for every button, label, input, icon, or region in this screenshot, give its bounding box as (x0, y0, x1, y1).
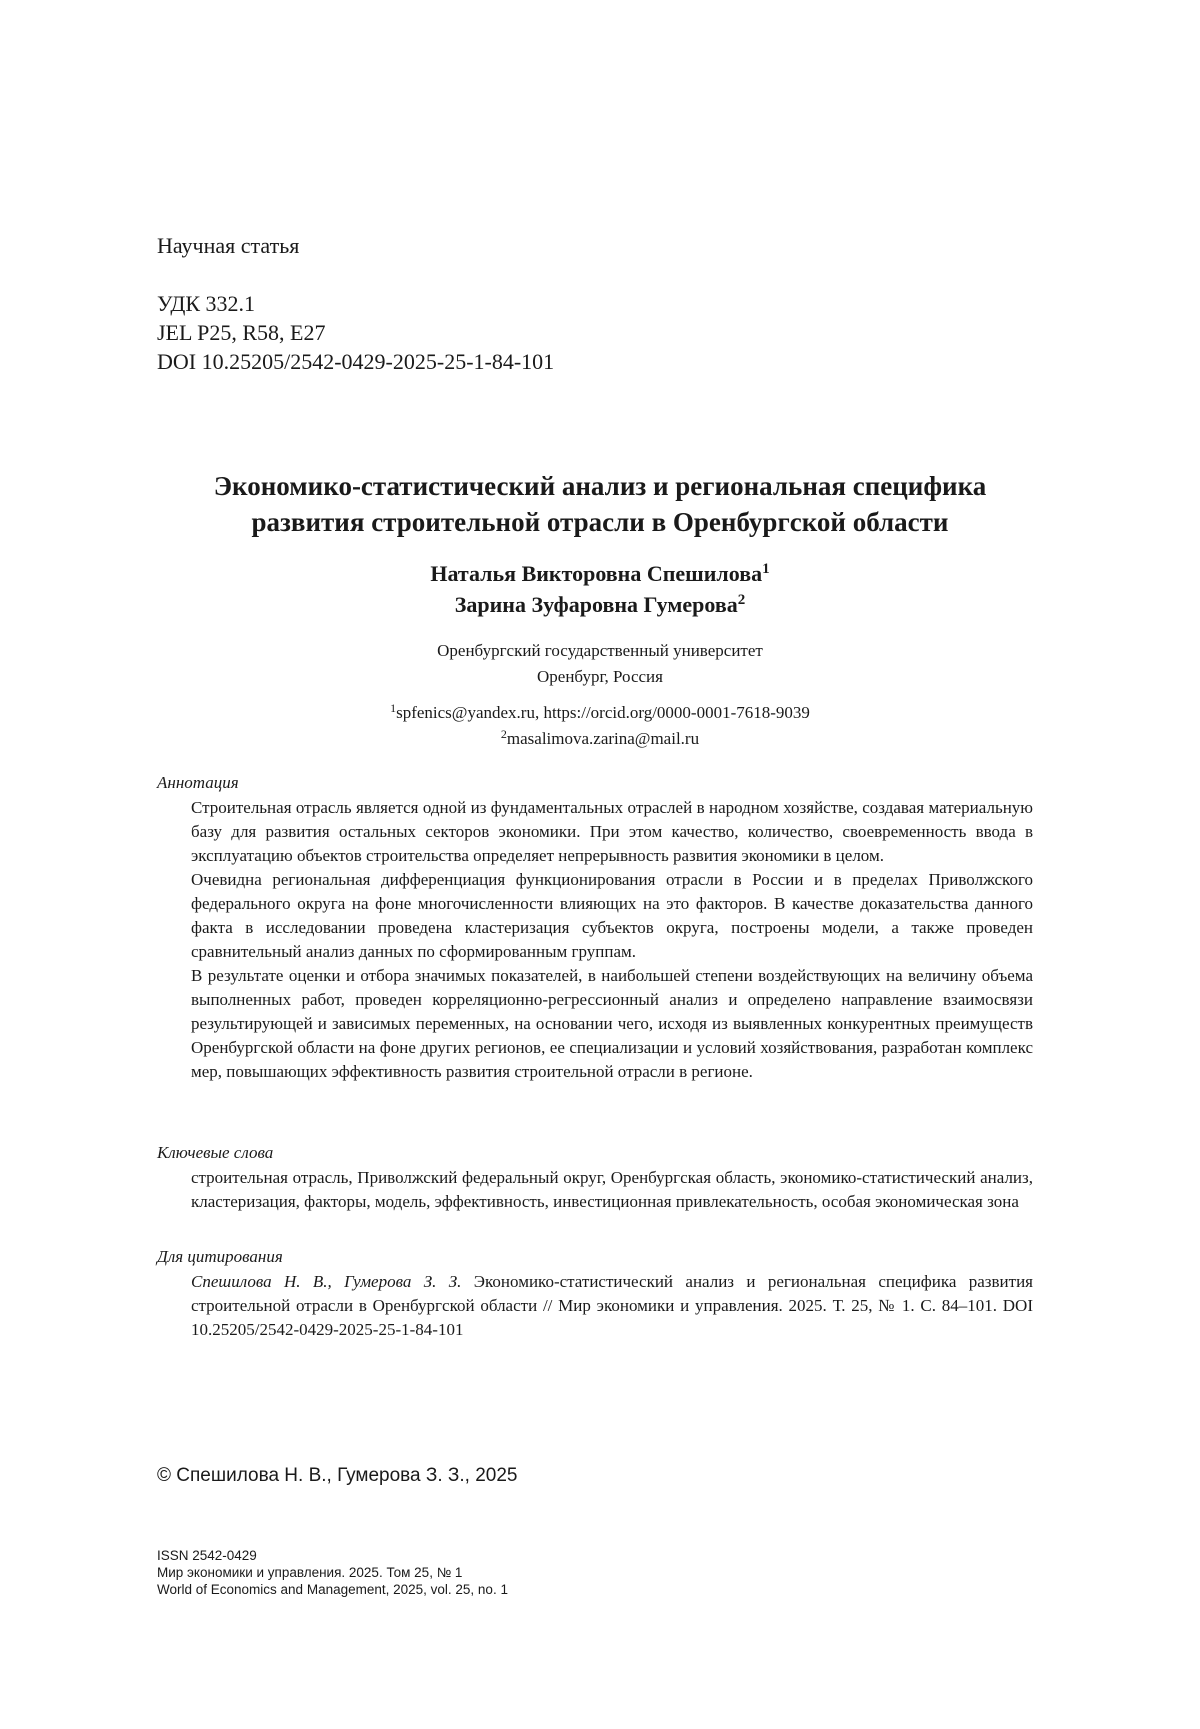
copyright: © Спешилова Н. В., Гумерова З. З., 2025 (157, 1465, 518, 1486)
udk-code: УДК 332.1 (157, 291, 256, 316)
article-title (100, 468, 1100, 540)
contact-1 (100, 700, 1100, 726)
abstract-label: Аннотация (157, 773, 239, 792)
citation-authors: Спешилова Н. В., Гумерова З. З. (191, 1272, 462, 1291)
contact-text[interactable]: spfenics@yandex.ru, https://orcid.org/0000-0001-7618-9039 (396, 703, 810, 722)
abstract-paragraph: Строительная отрасль является одной из фундаментальных отраслей в народном хозяйстве, создавая материальную базу для развития остальных секторов экономики. При этом качество, количество, своевременность ввода в эксплуатацию объектов строительства определяет непрерывность развития экономики в целом. (191, 798, 1033, 865)
abstract-paragraph: В результате оценки и отбора значимых показателей, в наибольшей степени воздействующих на величину объема выполненных работ, проведен корреляционно-регрессионный анализ и определено направление взаимосвязи результирующей и зависимых переменных, на основании чего, исходя из выявленных конкурентных преимуществ Оренбургской области на фоне других регионов, ее специализации и условий хозяйствования, разработан комплекс мер, повышающих эффективность развития строительной отрасли в регионе. (191, 966, 1033, 1081)
affiliation-city: Оренбург, Россия (537, 667, 663, 686)
jel-codes: JEL P25, R58, E27 (157, 320, 326, 345)
title-line-2: развития строительной отрасли в Оренбургской области (251, 507, 949, 537)
contact-mark: 2 (500, 727, 507, 741)
article-meta (157, 289, 554, 376)
author-name: Зарина Зуфаровна Гумерова (454, 592, 738, 617)
journal-footer (157, 1547, 508, 1598)
author-mark: 1 (762, 561, 770, 577)
contact-mark: 1 (390, 701, 397, 715)
abstract-body (191, 796, 1033, 1084)
affiliation (100, 638, 1100, 690)
keywords-label: Ключевые слова (157, 1143, 274, 1162)
author-mark: 2 (737, 592, 746, 608)
article-type: Научная статья (157, 233, 300, 258)
author-contacts (100, 700, 1100, 752)
abstract-paragraph: Очевидна региональная дифференциация функционирования отрасли в России и в пределах Приволжского федерального округа на фоне многочисленности влияющих на это факторов. В качестве доказательства данного факта в исследовании проведена кластеризация субъектов округа, построены модели, а также проведен сравнительный анализ данных по сформированным группам. (191, 870, 1033, 961)
author-list (100, 558, 1100, 620)
author-name: Наталья Викторовна Спешилова (430, 561, 763, 586)
citation-text: Экономико-статистический анализ и региональная специфика развития строительной отрасли в Оренбургской области // Мир экономики и управления. 2025. Т. 25, № 1. С. 84–101. DOI 10.25205/2542-0429-2025-25-1-84-101 (191, 1272, 1033, 1339)
journal-en: World of Economics and Management, 2025, vol. 25, no. 1 (157, 1582, 508, 1597)
keywords-body: строительная отрасль, Приволжский федеральный округ, Оренбургская область, экономико-статистический анализ, кластеризация, факторы, модель, эффективность, инвестиционная привлекательность, особая экономическая зона (191, 1168, 1033, 1211)
doi: DOI 10.25205/2542-0429-2025-25-1-84-101 (157, 349, 555, 374)
journal-ru: Мир экономики и управления. 2025. Том 25, № 1 (157, 1565, 463, 1580)
citation-label: Для цитирования (157, 1247, 283, 1266)
author-1 (100, 558, 1100, 589)
title-line-1: Экономико-статистический анализ и региональная специфика (213, 471, 987, 501)
author-2 (100, 589, 1100, 620)
issn: ISSN 2542-0429 (157, 1548, 257, 1563)
affiliation-org: Оренбургский государственный университет (437, 641, 763, 660)
contact-2 (100, 726, 1100, 752)
citation-body (191, 1270, 1033, 1342)
contact-text[interactable]: masalimova.zarina@mail.ru (506, 729, 700, 748)
